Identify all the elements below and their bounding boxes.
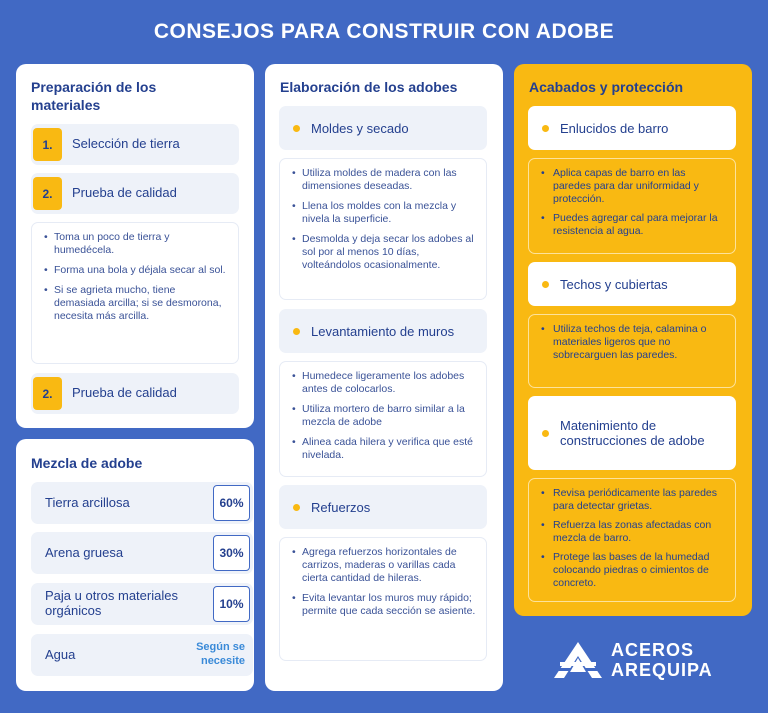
- preparacion-title: Preparación de los materiales: [31, 79, 157, 113]
- section-head-techos: [528, 262, 736, 306]
- step-prueba-2: [31, 373, 239, 414]
- section-head-moldes: [279, 106, 487, 150]
- mix-row-arena: [31, 532, 253, 574]
- list-item: • Revisa periódicamente las paredes para detectar grietas.: [541, 487, 725, 513]
- mix-label: Paja u otros materiales orgánicos: [45, 588, 178, 618]
- list-item: • Toma un poco de tierra y humedécela.: [44, 231, 228, 257]
- list-item: • Utiliza mortero de barro similar a la mezcla de adobe: [292, 403, 476, 429]
- section-head-muros: [279, 309, 487, 353]
- mix-value: 60%: [213, 485, 250, 521]
- aceros-arequipa-logo-icon: [552, 640, 604, 680]
- section-head-label: Matenimiento de construcciones de adobe: [560, 418, 705, 448]
- logo-line-2: AREQUIPA: [611, 660, 713, 680]
- mix-value: 10%: [213, 586, 250, 622]
- bullet-dot-icon: [293, 328, 300, 335]
- mix-label: Arena gruesa: [45, 545, 124, 560]
- list-item: • Alinea cada hilera y verifica que esté nivelada.: [292, 436, 476, 462]
- list-item: • Aplica capas de barro en las paredes para dar uniformidad y protección.: [541, 167, 725, 206]
- techos-bullets: [528, 314, 736, 388]
- acabados-card: [514, 64, 752, 616]
- logo-text: [611, 640, 713, 680]
- muros-bullets: [279, 361, 487, 477]
- section-head-label: Moldes y secado: [311, 120, 409, 136]
- step-number: 2.: [33, 377, 62, 410]
- step-number: 2.: [33, 177, 62, 210]
- mix-note: Según se necesite: [196, 641, 245, 667]
- list-item: • Refuerza las zonas afectadas con mezcla de barro.: [541, 519, 725, 545]
- section-head-enlucidos: [528, 106, 736, 150]
- mix-row-paja: [31, 583, 253, 625]
- list-item: • Utiliza moldes de madera con las dimensiones deseadas.: [292, 167, 476, 193]
- page-title: CONSEJOS PARA CONSTRUIR CON ADOBE: [153, 20, 615, 43]
- mezcla-card: [16, 439, 254, 691]
- mix-row-agua: [31, 634, 253, 676]
- aceros-arequipa-logo: [552, 638, 752, 682]
- enlucidos-bullets: [528, 158, 736, 254]
- prueba-bullets: [31, 222, 239, 364]
- bullet-dot-icon: [542, 125, 549, 132]
- list-item: • Evita levantar los muros muy rápido; permite que cada sección se asiente.: [292, 592, 476, 618]
- acabados-title: Acabados y protección: [529, 79, 684, 95]
- mix-label: Tierra arcillosa: [45, 495, 130, 510]
- list-item: • Humedece ligeramente los adobes antes de colocarlos.: [292, 370, 476, 396]
- section-head-label: Levantamiento de muros: [311, 323, 455, 339]
- section-head-label: Refuerzos: [311, 499, 371, 515]
- list-item: • Si se agrieta mucho, tiene demasiada arcilla; si se desmorona, necesita más arcilla.: [44, 284, 228, 323]
- step-number: 1.: [33, 128, 62, 161]
- mix-row-tierra: [31, 482, 253, 524]
- refuerzos-bullets: [279, 537, 487, 661]
- mantenimiento-bullets: [528, 478, 736, 602]
- moldes-bullets: [279, 158, 487, 300]
- mix-value: 30%: [213, 535, 250, 571]
- bullet-dot-icon: [293, 125, 300, 132]
- mezcla-title: Mezcla de adobe: [31, 455, 143, 471]
- preparacion-card: [16, 64, 254, 428]
- list-item: • Utiliza techos de teja, calamina o materiales ligeros que no sobrecarguen las paredes.: [541, 323, 725, 362]
- section-head-label: Enlucidos de barro: [560, 120, 669, 136]
- list-item: • Agrega refuerzos horizontales de carrizos, maderas o varillas cada cierta cantidad de hileras.: [292, 546, 476, 585]
- section-head-refuerzos: [279, 485, 487, 529]
- step-label: Prueba de calidad: [72, 385, 177, 400]
- elaboracion-card: [265, 64, 503, 691]
- elaboracion-title: Elaboración de los adobes: [280, 79, 458, 95]
- list-item: • Puedes agregar cal para mejorar la resistencia al agua.: [541, 212, 725, 238]
- list-item: • Protege las bases de la humedad colocando piedras o cimientos de concreto.: [541, 551, 725, 590]
- bullet-dot-icon: [293, 504, 300, 511]
- mix-label: Agua: [45, 647, 76, 662]
- logo-line-1: ACEROS: [611, 640, 695, 660]
- list-item: • Desmolda y deja secar los adobes al sol por al menos 10 días, volteándolos ocasionalmente.: [292, 233, 476, 272]
- step-prueba: [31, 173, 239, 214]
- step-label: Selección de tierra: [72, 136, 180, 151]
- list-item: • Llena los moldes con la mezcla y nivela la superficie.: [292, 200, 476, 226]
- section-head-mantenimiento: [528, 396, 736, 470]
- step-seleccion: [31, 124, 239, 165]
- step-label: Prueba de calidad: [72, 185, 177, 200]
- bullet-dot-icon: [542, 430, 549, 437]
- bullet-dot-icon: [542, 281, 549, 288]
- list-item: • Forma una bola y déjala secar al sol.: [44, 264, 228, 277]
- section-head-label: Techos y cubiertas: [560, 276, 668, 292]
